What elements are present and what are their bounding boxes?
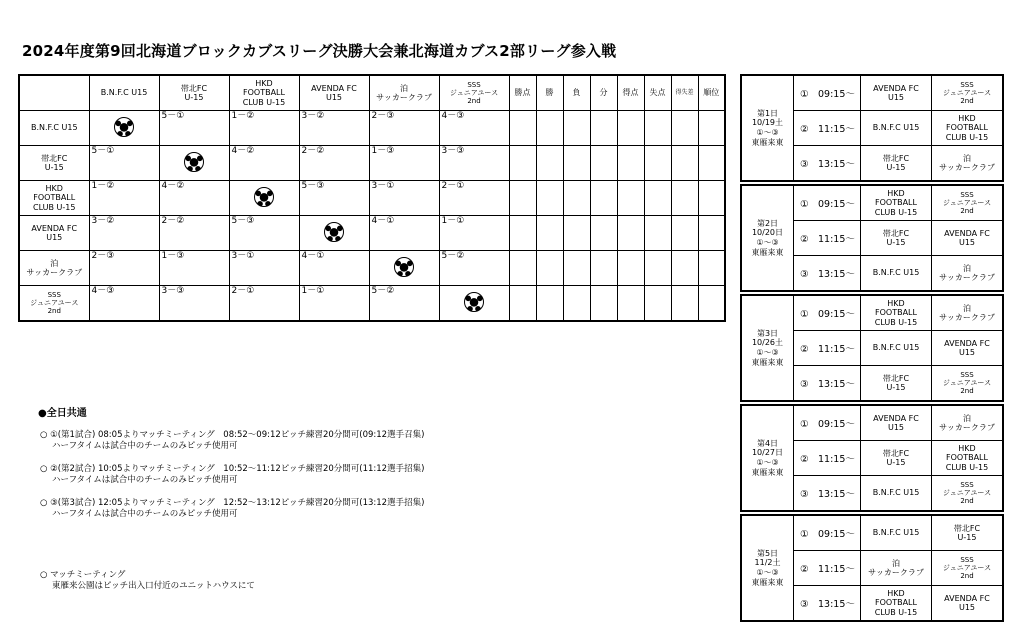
home-team: AVENDA FC U15 — [861, 406, 932, 440]
note-line: ○ ②(第2試合) 10:05よりマッチミーティング 10:52〜11:12ピッチ練習20分間可(11:12選手招集) — [40, 464, 425, 474]
team-row-label: AVENDA FC U15 — [19, 216, 89, 251]
note-line: ハーフタイムは試合中のチームのみピッチ使用可 — [52, 441, 238, 451]
match-row — [794, 366, 1002, 400]
home-team: 帯北FC U-15 — [861, 366, 932, 400]
stat-cell — [563, 216, 590, 251]
match-row — [794, 76, 1002, 111]
away-team: AVENDA FC U15 — [944, 593, 990, 612]
match-cell: 3－② — [299, 111, 369, 146]
match-cell: 5－③ — [299, 181, 369, 216]
match-cell: 5－③ — [229, 216, 299, 251]
league-row — [19, 216, 725, 251]
stat-cell — [563, 111, 590, 146]
stat-cell — [617, 146, 644, 181]
note-line: ○ マッチミーティング — [40, 570, 126, 580]
match-cell: 4－③ — [89, 286, 159, 322]
stat-cell — [563, 181, 590, 216]
match-time: ① 09:15〜 — [794, 406, 861, 440]
notes-section — [38, 404, 87, 419]
away-team: SSS ジュニアユース 2nd — [942, 190, 992, 216]
away-team: 泊 サッカークラブ — [939, 263, 995, 282]
away-team: HKD FOOTBALL CLUB U-15 — [945, 114, 989, 142]
match-cell: 1－② — [89, 181, 159, 216]
team-row-label: 泊 サッカークラブ — [19, 251, 89, 286]
match-time: ② 11:15〜 — [794, 331, 861, 365]
team-header: B.N.F.C U15 — [89, 75, 159, 111]
match-cell: 2－① — [229, 286, 299, 322]
match-row — [794, 406, 1002, 441]
note-line: ハーフタイムは試合中のチームのみピッチ使用可 — [52, 509, 238, 519]
match-day-label: 第1日 10/19土 ①〜③ 東雁来東 — [742, 76, 794, 180]
stat-header: 勝 — [536, 75, 563, 111]
stat-cell — [617, 216, 644, 251]
stat-cell — [536, 146, 563, 181]
match-cell: 4－③ — [439, 111, 509, 146]
stat-cell — [617, 286, 644, 322]
home-team: B.N.F.C U15 — [861, 256, 932, 290]
soccer-ball-icon — [394, 257, 414, 277]
match-schedule — [740, 74, 1004, 622]
match-cell: 1－② — [229, 111, 299, 146]
stat-header: 順位 — [698, 75, 725, 111]
stat-cell — [509, 181, 536, 216]
stat-cell — [536, 251, 563, 286]
home-team: HKD FOOTBALL CLUB U-15 — [861, 586, 932, 620]
match-row — [794, 476, 1002, 510]
match-time: ③ 13:15〜 — [794, 146, 861, 180]
match-row — [794, 146, 1002, 180]
away-team: 帯北FC U-15 — [953, 523, 981, 542]
stat-cell — [698, 146, 725, 181]
team-row-label: 帯北FC U-15 — [19, 146, 89, 181]
stat-cell — [563, 251, 590, 286]
away-team: 泊 サッカークラブ — [939, 413, 995, 432]
match-time: ② 11:15〜 — [794, 221, 861, 255]
match-cell: 3－③ — [159, 286, 229, 322]
stat-cell — [671, 181, 698, 216]
match-day — [740, 404, 1004, 512]
team-row-label: SSS ジュニアユース 2nd — [19, 286, 89, 322]
note-line: ハーフタイムは試合中のチームのみピッチ使用可 — [52, 475, 238, 485]
self-match-cell — [89, 111, 159, 146]
stat-header: 得点 — [617, 75, 644, 111]
league-row — [19, 251, 725, 286]
stat-cell — [536, 111, 563, 146]
match-time: ① 09:15〜 — [794, 296, 861, 330]
note-line: ○ ①(第1試合) 08:05よりマッチミーティング 08:52〜09:12ピッチ練習20分間可(09:12選手召集) — [40, 430, 425, 440]
league-row — [19, 146, 725, 181]
team-header: 泊 サッカークラブ — [369, 75, 439, 111]
away-team: AVENDA FC U15 — [944, 228, 990, 247]
note-item — [40, 498, 424, 520]
team-header: 帯北FC U-15 — [159, 75, 229, 111]
match-cell: 4－① — [369, 216, 439, 251]
team-header: SSS ジュニアユース 2nd — [439, 75, 509, 111]
match-time: ① 09:15〜 — [794, 516, 861, 550]
team-header: AVENDA FC U15 — [299, 75, 369, 111]
home-team: 帯北FC U-15 — [861, 221, 932, 255]
stat-header: 失点 — [644, 75, 671, 111]
match-cell: 1－③ — [369, 146, 439, 181]
stat-cell — [536, 216, 563, 251]
match-cell: 2－② — [299, 146, 369, 181]
team-row-label: HKD FOOTBALL CLUB U-15 — [19, 181, 89, 216]
match-day — [740, 184, 1004, 292]
stat-cell — [698, 251, 725, 286]
self-match-cell — [439, 286, 509, 322]
match-time: ① 09:15〜 — [794, 186, 861, 220]
team-row-label: B.N.F.C U15 — [19, 111, 89, 146]
match-cell: 2－③ — [369, 111, 439, 146]
match-cell: 3－② — [89, 216, 159, 251]
stat-cell — [671, 251, 698, 286]
stat-cell — [590, 251, 617, 286]
stat-cell — [644, 216, 671, 251]
stat-cell — [617, 251, 644, 286]
soccer-ball-icon — [184, 152, 204, 172]
match-cell: 4－① — [299, 251, 369, 286]
stat-cell — [563, 146, 590, 181]
home-team: 帯北FC U-15 — [861, 441, 932, 475]
match-row — [794, 221, 1002, 256]
match-time: ③ 13:15〜 — [794, 586, 861, 620]
away-team: 泊 サッカークラブ — [939, 153, 995, 172]
header-row — [19, 75, 725, 111]
note-line: ○ ③(第3試合) 12:05よりマッチミーティング 12:52〜13:12ピッチ練習20分間可(13:12選手招集) — [40, 498, 425, 508]
league-table — [18, 74, 726, 322]
stat-cell — [644, 146, 671, 181]
match-row — [794, 256, 1002, 290]
league-row — [19, 111, 725, 146]
soccer-ball-icon — [324, 222, 344, 242]
stat-cell — [671, 216, 698, 251]
match-cell: 5－② — [439, 251, 509, 286]
home-team: AVENDA FC U15 — [861, 76, 932, 110]
stat-header: 得失差 — [671, 75, 698, 111]
match-cell: 2－③ — [89, 251, 159, 286]
stat-cell — [644, 181, 671, 216]
match-row — [794, 516, 1002, 551]
corner-cell — [19, 75, 89, 111]
match-cell: 4－② — [229, 146, 299, 181]
self-match-cell — [299, 216, 369, 251]
stat-cell — [590, 286, 617, 322]
note-item — [40, 430, 424, 452]
match-day-label: 第2日 10/20日 ①〜③ 東雁来東 — [742, 186, 794, 290]
match-cell: 5－② — [369, 286, 439, 322]
match-day — [740, 294, 1004, 402]
away-team: SSS ジュニアユース 2nd — [942, 80, 992, 106]
match-cell: 1－① — [299, 286, 369, 322]
home-team: B.N.F.C U15 — [861, 516, 932, 550]
match-time: ② 11:15〜 — [794, 551, 861, 585]
stat-cell — [644, 251, 671, 286]
match-row — [794, 551, 1002, 586]
stat-cell — [536, 181, 563, 216]
stat-cell — [509, 216, 536, 251]
self-match-cell — [159, 146, 229, 181]
home-team: B.N.F.C U15 — [861, 476, 932, 510]
away-team: SSS ジュニアユース 2nd — [942, 480, 992, 506]
stat-header: 勝点 — [509, 75, 536, 111]
match-cell: 3－① — [229, 251, 299, 286]
match-day-label: 第5日 11/2土 ①〜③ 東雁来東 — [742, 516, 794, 620]
match-row — [794, 186, 1002, 221]
stat-cell — [590, 181, 617, 216]
match-cell: 5－① — [89, 146, 159, 181]
away-team: HKD FOOTBALL CLUB U-15 — [945, 444, 989, 472]
match-time: ③ 13:15〜 — [794, 366, 861, 400]
self-match-cell — [369, 251, 439, 286]
notes-heading: ●全日共通 — [38, 408, 87, 419]
match-time: ① 09:15〜 — [794, 76, 861, 110]
stat-cell — [509, 111, 536, 146]
league-row — [19, 181, 725, 216]
stat-cell — [617, 111, 644, 146]
stat-cell — [563, 286, 590, 322]
match-cell: 5－① — [159, 111, 229, 146]
match-day — [740, 74, 1004, 182]
match-row — [794, 111, 1002, 146]
away-team: 泊 サッカークラブ — [939, 303, 995, 322]
match-time: ③ 13:15〜 — [794, 256, 861, 290]
team-header: HKD FOOTBALL CLUB U-15 — [229, 75, 299, 111]
note-item — [40, 570, 255, 592]
home-team: 帯北FC U-15 — [861, 146, 932, 180]
match-cell: 4－② — [159, 181, 229, 216]
stat-cell — [698, 111, 725, 146]
match-cell: 2－② — [159, 216, 229, 251]
stat-cell — [590, 111, 617, 146]
match-cell: 2－① — [439, 181, 509, 216]
home-team: 泊 サッカークラブ — [861, 551, 932, 585]
match-row — [794, 586, 1002, 620]
match-day-label: 第3日 10/26土 ①〜③ 東雁来東 — [742, 296, 794, 400]
match-row — [794, 441, 1002, 476]
match-time: ② 11:15〜 — [794, 111, 861, 145]
stat-cell — [509, 146, 536, 181]
match-time: ③ 13:15〜 — [794, 476, 861, 510]
home-team: HKD FOOTBALL CLUB U-15 — [861, 296, 932, 330]
league-row — [19, 286, 725, 322]
soccer-ball-icon — [254, 187, 274, 207]
stat-cell — [698, 216, 725, 251]
stat-cell — [671, 286, 698, 322]
match-cell: 1－① — [439, 216, 509, 251]
away-team: SSS ジュニアユース 2nd — [942, 555, 992, 581]
page-title: 2024年度第9回北海道ブロックカブスリーグ決勝大会兼北海道カブス2部リーグ参入戦 — [22, 42, 617, 60]
stat-cell — [644, 111, 671, 146]
stat-header: 負 — [563, 75, 590, 111]
stat-cell — [698, 286, 725, 322]
match-cell: 3－③ — [439, 146, 509, 181]
stat-cell — [536, 286, 563, 322]
match-day — [740, 514, 1004, 622]
soccer-ball-icon — [114, 117, 134, 137]
note-item — [40, 464, 424, 486]
match-row — [794, 331, 1002, 366]
self-match-cell — [229, 181, 299, 216]
stat-cell — [590, 146, 617, 181]
stat-cell — [671, 111, 698, 146]
stat-cell — [698, 181, 725, 216]
match-row — [794, 296, 1002, 331]
stat-cell — [617, 181, 644, 216]
away-team: SSS ジュニアユース 2nd — [942, 370, 992, 396]
home-team: B.N.F.C U15 — [861, 331, 932, 365]
away-team: AVENDA FC U15 — [944, 338, 990, 357]
stat-cell — [509, 286, 536, 322]
match-cell: 3－① — [369, 181, 439, 216]
stat-header: 分 — [590, 75, 617, 111]
match-time: ② 11:15〜 — [794, 441, 861, 475]
match-cell: 1－③ — [159, 251, 229, 286]
home-team: B.N.F.C U15 — [861, 111, 932, 145]
match-day-label: 第4日 10/27日 ①〜③ 東雁来東 — [742, 406, 794, 510]
stat-cell — [509, 251, 536, 286]
stat-cell — [590, 216, 617, 251]
note-line: 東雁来公園はピッチ出入口付近のユニットハウスにて — [52, 581, 255, 591]
soccer-ball-icon — [464, 292, 484, 312]
home-team: HKD FOOTBALL CLUB U-15 — [861, 186, 932, 220]
stat-cell — [671, 146, 698, 181]
stat-cell — [644, 286, 671, 322]
